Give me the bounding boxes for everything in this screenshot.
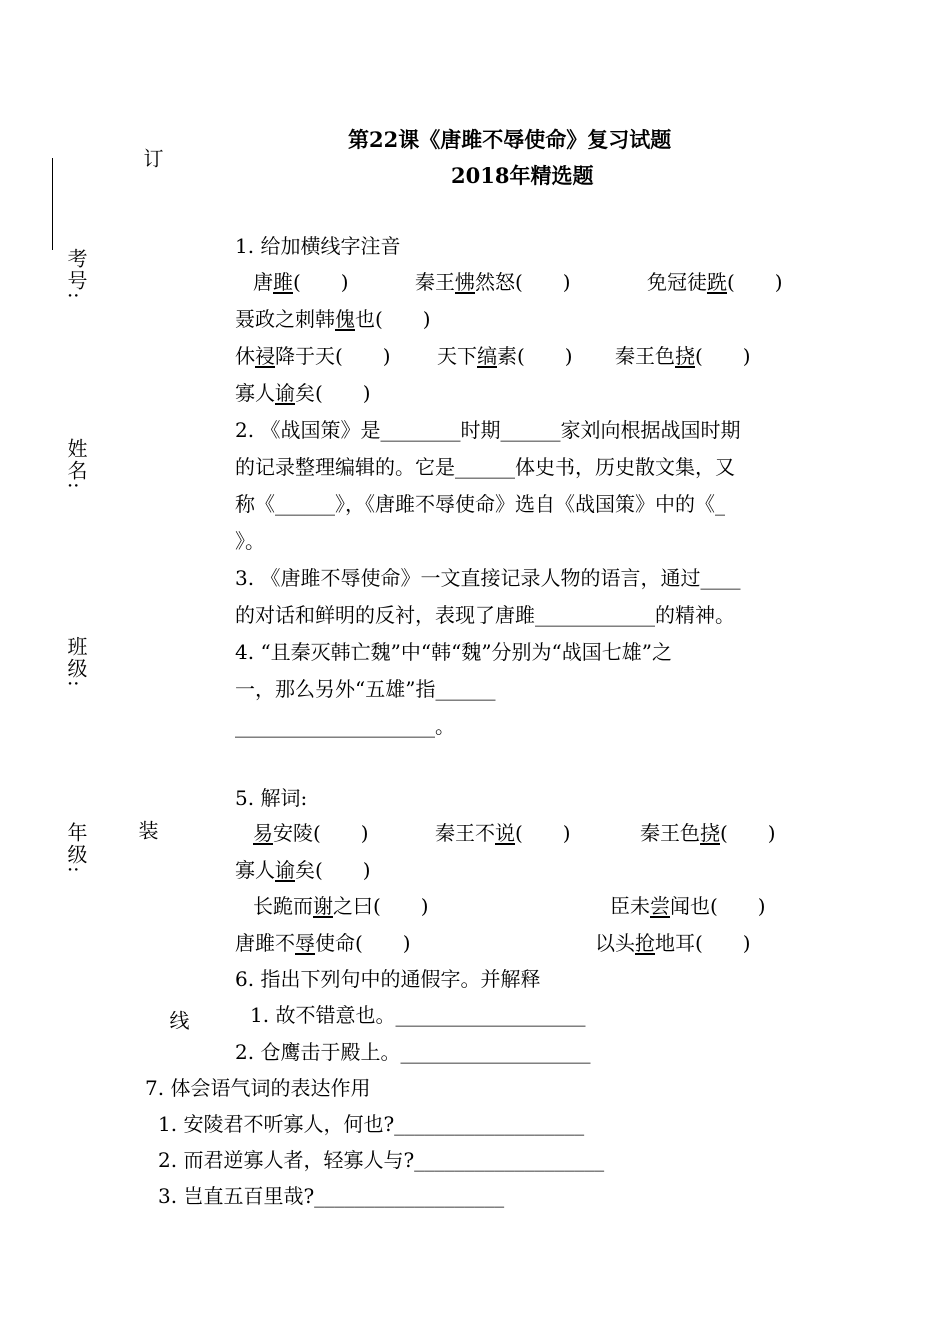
q1-item: 天下缟素( ) [437, 344, 573, 368]
q5-item: 寡人谕矣( ) [235, 858, 371, 882]
q2-line: 称《______》，《唐雎不辱使命》选自《战国策》中的《_ [235, 492, 725, 516]
q3-line: 3. 《唐雎不辱使命》一文直接记录人物的语言，通过____ [235, 566, 741, 590]
q1-item: 寡人谕矣( ) [235, 381, 371, 405]
binding-xian: 线 [166, 1010, 190, 1032]
q7-item: 2. 而君逆寡人者，轻寡人与?___________________ [158, 1148, 605, 1172]
q7-item: 1. 安陵君不听寡人，何也?___________________ [158, 1112, 585, 1136]
q5-item: 秦王不说( ) [435, 821, 571, 845]
q5-item: 长跪而谢之曰( ) [253, 894, 429, 918]
q2-line: 》。 [235, 529, 265, 553]
q6-item: 1. 故不错意也。___________________ [250, 1003, 586, 1027]
binding-zhuang: 装 [135, 820, 159, 842]
page-title: 第22课《唐雎不辱使命》复习试题 [348, 127, 672, 152]
q5-title: 5. 解词: [235, 786, 308, 810]
binding-ding: 订 [140, 148, 164, 170]
q6-title: 6. 指出下列句中的通假字。并解释 [235, 967, 541, 991]
q1-item: 免冠徒跣( ) [647, 270, 783, 294]
q4-line: ____________________。 [235, 714, 455, 738]
q5-item: 臣未尝闻也( ) [610, 894, 766, 918]
q5-item: 唐雎不辱使命( ) [235, 931, 411, 955]
q1-title: 1. 给加横线字注音 [235, 234, 401, 258]
q2-line: 的记录整理编辑的。它是______体史书，历史散文集，又 [235, 455, 735, 479]
q5-item: 以头抢地耳( ) [595, 931, 751, 955]
class-label: 班级: [64, 636, 88, 689]
q1-item: 聂政之刺韩傀也( ) [235, 307, 431, 331]
exam-number-label: 考号: [64, 248, 88, 301]
page-subtitle: 2018年精选题 [451, 163, 594, 188]
q5-item: 易安陵( ) [253, 821, 369, 845]
q7-title: 7. 体会语气词的表达作用 [145, 1076, 371, 1100]
q1-item: 秦王怫然怒( ) [415, 270, 571, 294]
q1-item: 秦王色挠( ) [615, 344, 751, 368]
q2-line: 2. 《战国策》是________时期______家刘向根据战国时期 [235, 418, 741, 442]
q1-item: 唐雎( ) [253, 270, 349, 294]
q5-item: 秦王色挠( ) [640, 821, 776, 845]
q4-line: 4. “且秦灭韩亡魏”中“韩“魏”分别为“战国七雄”之 [235, 640, 673, 664]
q3-line: 的对话和鲜明的反衬，表现了唐雎____________的精神。 [235, 603, 735, 627]
q6-item: 2. 仓鹰击于殿上。___________________ [235, 1040, 591, 1064]
student-name-label: 姓名: [64, 438, 88, 491]
binding-rule [52, 158, 53, 250]
q7-item: 3. 岂直五百里哉?___________________ [158, 1184, 505, 1208]
q1-item: 休祲降于天( ) [235, 344, 391, 368]
q4-line: 一，那么另外“五雄”指______ [235, 677, 496, 701]
grade-label: 年级: [64, 822, 88, 875]
